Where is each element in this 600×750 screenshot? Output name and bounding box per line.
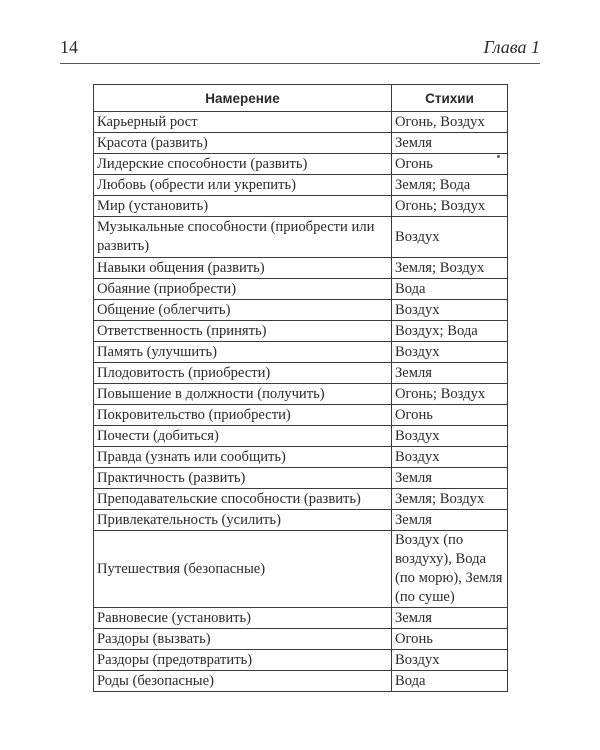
table-row (94, 405, 508, 426)
intent-cell: Преподавательские способности (развить) (94, 489, 392, 510)
elements-cell: Вода (392, 279, 508, 300)
table-row (94, 321, 508, 342)
intent-cell: Привлекательность (усилить) (94, 510, 392, 531)
elements-cell: Воздух (по воздуху), Вода (по морю), Земля (по суше) (392, 531, 508, 608)
table-row (94, 133, 508, 154)
intent-cell: Практичность (развить) (94, 468, 392, 489)
elements-cell: Вода (392, 671, 508, 692)
chapter-title: Глава 1 (483, 37, 540, 57)
elements-cell: Огонь; Воздух (392, 196, 508, 217)
table-row (94, 363, 508, 384)
elements-cell: Воздух (392, 426, 508, 447)
elements-cell: Земля (392, 510, 508, 531)
elements-cell: Воздух (392, 342, 508, 363)
table-row (94, 426, 508, 447)
intent-cell: Общение (облегчить) (94, 300, 392, 321)
intent-elements-table (93, 84, 508, 692)
table-row (94, 196, 508, 217)
intent-cell: Покровительство (приобрести) (94, 405, 392, 426)
table-row (94, 671, 508, 692)
intent-cell: Равновесие (установить) (94, 608, 392, 629)
elements-cell: Огонь (392, 154, 508, 175)
elements-cell: Воздух (392, 300, 508, 321)
intent-cell: Навыки общения (развить) (94, 258, 392, 279)
intent-cell: Лидерские способности (развить) (94, 154, 392, 175)
intent-cell: Раздоры (предотвратить) (94, 650, 392, 671)
table-row (94, 217, 508, 258)
table-body (94, 112, 508, 692)
table-row (94, 384, 508, 405)
page-number: 14 (60, 37, 78, 57)
table-row (94, 608, 508, 629)
intent-cell: Раздоры (вызвать) (94, 629, 392, 650)
elements-cell: Огонь, Воздух (392, 112, 508, 133)
intent-cell: Почести (добиться) (94, 426, 392, 447)
elements-cell: Земля; Воздух (392, 489, 508, 510)
elements-cell: Воздух; Вода (392, 321, 508, 342)
table-row (94, 629, 508, 650)
table-header-row (94, 85, 508, 112)
intent-cell: Повышение в должности (получить) (94, 384, 392, 405)
table-row (94, 154, 508, 175)
table-header (94, 85, 508, 112)
table-row (94, 342, 508, 363)
intent-cell: Музыкальные способности (приобрести или развить) (94, 217, 392, 258)
table-row (94, 258, 508, 279)
table-row (94, 112, 508, 133)
column-header-intent: Намерение (94, 85, 392, 112)
elements-cell: Земля (392, 608, 508, 629)
intent-cell: Красота (развить) (94, 133, 392, 154)
elements-cell: Огонь (392, 629, 508, 650)
intent-cell: Ответственность (принять) (94, 321, 392, 342)
column-header-elements: Стихии (392, 85, 508, 112)
table-row (94, 447, 508, 468)
elements-cell: Огонь; Воздух (392, 384, 508, 405)
intent-cell: Путешествия (безопасные) (94, 531, 392, 608)
table-row (94, 175, 508, 196)
elements-cell: Земля; Воздух (392, 258, 508, 279)
elements-cell: Земля (392, 133, 508, 154)
table-row (94, 279, 508, 300)
table-row (94, 468, 508, 489)
table-row (94, 650, 508, 671)
elements-cell: Воздух (392, 217, 508, 258)
intent-cell: Правда (узнать или сообщить) (94, 447, 392, 468)
intent-cell: Любовь (обрести или укрепить) (94, 175, 392, 196)
elements-cell: Воздух (392, 447, 508, 468)
intent-cell: Мир (установить) (94, 196, 392, 217)
intent-cell: Память (улучшить) (94, 342, 392, 363)
intent-cell: Карьерный рост (94, 112, 392, 133)
table-row (94, 531, 508, 608)
elements-cell: Земля (392, 363, 508, 384)
table-row (94, 489, 508, 510)
table-row (94, 510, 508, 531)
intent-cell: Обаяние (приобрести) (94, 279, 392, 300)
intent-cell: Роды (безопасные) (94, 671, 392, 692)
elements-cell: Земля (392, 468, 508, 489)
intent-cell: Плодовитость (приобрести) (94, 363, 392, 384)
page-header (60, 36, 540, 70)
elements-cell: Огонь (392, 405, 508, 426)
header-rule (60, 63, 540, 64)
elements-cell: Земля; Вода (392, 175, 508, 196)
table-row (94, 300, 508, 321)
print-speck (497, 155, 500, 158)
elements-cell: Воздух (392, 650, 508, 671)
